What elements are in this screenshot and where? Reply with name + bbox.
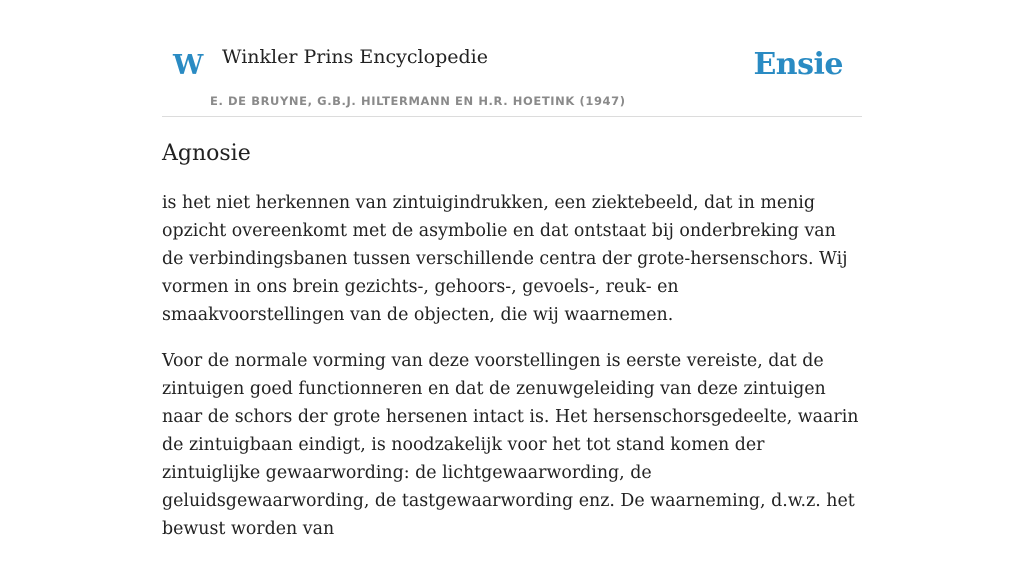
ensie-brand-logo[interactable]: Ensie bbox=[753, 47, 843, 82]
source-header bbox=[162, 0, 862, 117]
source-authors: E. DE BRUYNE, G.B.J. HILTERMANN EN H.R. HOETINK (1947) bbox=[210, 94, 626, 108]
article-title: Agnosie bbox=[162, 141, 251, 166]
article-paragraph: Voor de normale vorming van deze voorstellingen is eerste vereiste, dat de zintuigen goed functionneren en dat de zenuwgeleiding van deze zintuigen naar de schors der grote hersenen intact is. Het hersenschorsgedeelte, waarin de zintuigbaan eindigt, is noodzakelijk voor het tot stand komen der zintuiglijke gewaarwording: de lichtgewaarwording, de geluidsgewaarwording, de tastgewaarwording enz. De waarneming, d.w.z. het bewust worden van bbox=[162, 351, 859, 539]
winkler-prins-logo[interactable]: W bbox=[173, 50, 204, 81]
article-paragraph: is het niet herkennen van zintuigindrukken, een ziektebeeld, dat in menig opzicht overeenkomt met de asymbolie en dat ontstaat bij onderbreking van de verbindingsbanen tussen verschillende centra der grote-hersenschors. Wij vormen in ons brein gezichts-, gehoors-, gevoels-, reuk- en smaakvoorstellingen van de objecten, die wij waarnemen. bbox=[162, 193, 848, 325]
article-content bbox=[162, 138, 862, 561]
source-title[interactable]: Winkler Prins Encyclopedie bbox=[222, 46, 488, 68]
